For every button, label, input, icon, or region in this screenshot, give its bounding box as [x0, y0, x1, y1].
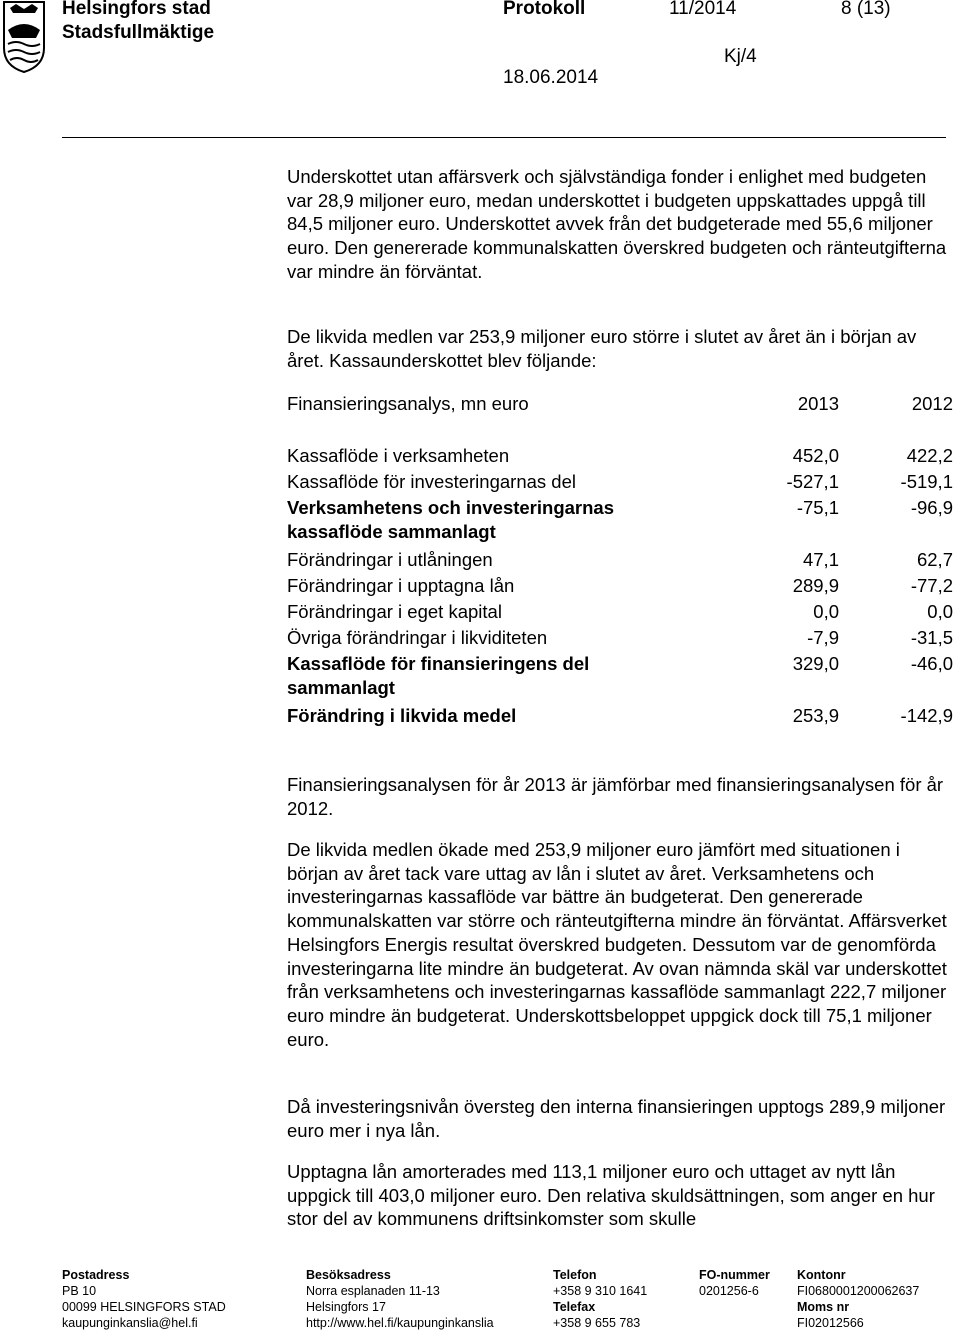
column-header-2013: 2013	[797, 393, 839, 414]
intro-paragraph-2: De likvida medlen var 253,9 miljoner euro större i slutet av året än i början av året. Kassaunderskottet blev följande:	[287, 326, 917, 371]
footer-website-link[interactable]: http://www.hel.fi/kaupunginkanslia	[306, 1316, 494, 1330]
paragraph-liquidity: De likvida medlen ökade med 253,9 miljoner euro jämfört med situationen i början av året tack vare uttag av lån i slutet av året. Verksamhetens och investeringarnas kassaflöde var bättre än budgeterat. Den genererade kommunalskatten var större och ränteutgifterna mindre än förväntat. Affärsverket Helsingfors Energis resultat överskred budgeten. Dessutom var de genomförda investeringarna lite mindre än budgeterat. Av ovan nämnda skäl var underskottet från verksamhetens och investeringarnas kassaflöde sammanlagt 222,7 miljoner euro mindre än budgeterat. Underskottsbeloppet uppgick dock till 75,1 miljoner euro.	[287, 839, 947, 1050]
footer-telephone: Telefon +358 9 310 1641 Telefax +358 9 655 783	[553, 1268, 648, 1330]
column-header-2012: 2012	[911, 393, 953, 414]
intro-paragraph-1: Underskottet utan affärsverk och självständiga fonder i enlighet med budgeten var 28,9 miljoner euro, medan underskottet i budgeten uppskattades uppgå till 84,5 miljoner euro. Underskottet avvek från det budgeterade med 55,6 miljoner euro. Den genererade kommunalskatten överskred budgeten och ränteutgifterna var mindre än förväntat.	[287, 166, 947, 282]
paragraph-investment: Då investeringsnivån översteg den interna finansieringen upptogs 289,9 miljoner euro mer i nya lån.	[287, 1096, 946, 1141]
doc-type: Protokoll	[503, 0, 586, 19]
paragraph-comparability: Finansieringsanalysen för år 2013 är jämförbar med finansieringsanalysen för år 2012.	[287, 774, 944, 819]
footer-account: Kontonr FI0680001200062637 Moms nr FI02012566	[797, 1268, 920, 1330]
org-body: Stadsfullmäktige	[62, 22, 215, 43]
table-caption: Finansieringsanalys, mn euro	[287, 393, 529, 414]
footer-postal-address: Postadress PB 10 00099 HELSINGFORS STAD kaupunginkanslia@hel.fi	[62, 1268, 226, 1330]
section-code: Kj/4	[724, 46, 757, 67]
page-number: 8 (13)	[841, 0, 891, 19]
footer-business-id: FO-nummer 0201256-6	[699, 1268, 770, 1298]
org-name: Helsingfors stad	[62, 0, 211, 19]
header-divider	[62, 137, 946, 138]
footer-visiting-address: Besöksadress Norra esplanaden 11-13 Helsingfors 17 http://www.hel.fi/kaupunginkanslia	[306, 1268, 494, 1330]
meeting-date: 18.06.2014	[503, 67, 599, 88]
footer-email-link[interactable]: kaupunginkanslia@hel.fi	[62, 1316, 198, 1330]
doc-number: 11/2014	[669, 0, 737, 19]
paragraph-loans: Upptagna lån amorterades med 113,1 miljoner euro och uttaget av nytt lån uppgick till 403,0 miljoner euro. Den relativa skuldsättningen, som anger en hur stor del av kommunens driftsinkomster som skulle	[287, 1161, 935, 1230]
helsinki-coat-of-arms-logo	[2, 0, 46, 74]
